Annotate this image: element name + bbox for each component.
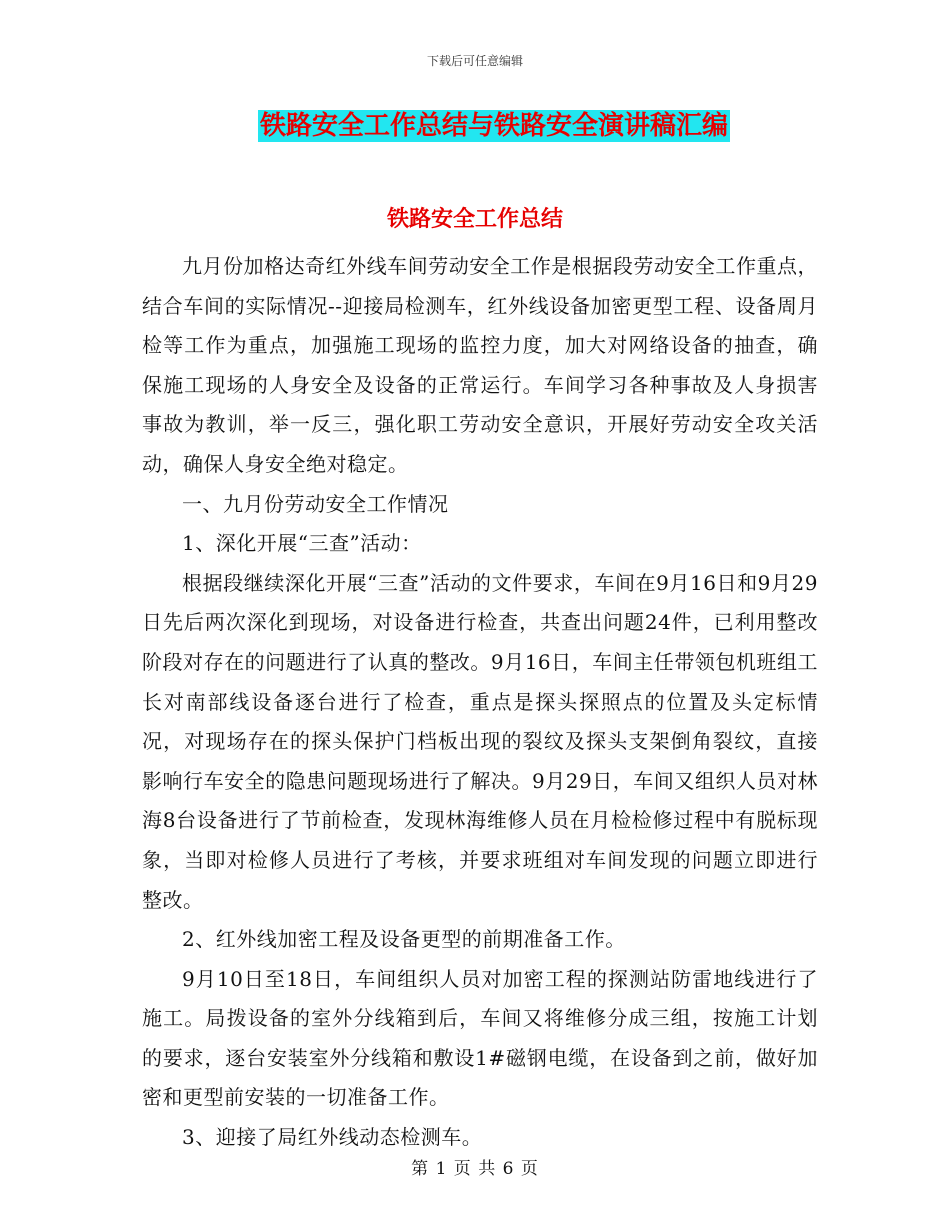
document-body bbox=[142, 247, 818, 1158]
heading-inspection-vehicle: 3、迎接了局红外线动态检测车。 bbox=[182, 1125, 483, 1150]
paragraph-intro: 九月份加格达奇红外线车间劳动安全工作是根据段劳动安全工作重点，结合车间的实际情况--迎接局检测车，红外线设备加密更型工程、设备周月检等工作为重点，加强施工现场的监控力度，加大对网络设备的抽查，确保施工现场的人身安全及设备的正常运行。车间学习各种事故及人身损害事故为教训，举一反三，强化职工劳动安全意识，开展好劳动安全攻关活动，确保人身安全绝对稳定。 bbox=[142, 254, 818, 476]
document-title: 铁路安全工作总结与铁路安全演讲稿汇编 bbox=[260, 111, 729, 141]
paragraph-three-checks: 根据段继续深化开展“三查”活动的文件要求，车间在9月16日和9月29日先后两次深化到现场，对设备进行检查，共查出问题24件，已利用整改阶段对存在的问题进行了认真的整改。9月16日，车间主任带领包机班组工长对南部线设备逐台进行了检查，重点是探头探照点的位置及头定标情况，对现场存在的探头保护门档板出现的裂纹及探头支架倒角裂纹，直接影响行车安全的隐患问题现场进行了解决。9月29日，车间又组织人员对林海8台设备进行了节前检查，发现林海维修人员在月检检修过程中有脱标现象，当即对检修人员进行了考核，并要求班组对车间发现的问题立即进行整改。 bbox=[142, 570, 818, 912]
heading-september-safety: 一、九月份劳动安全工作情况 bbox=[182, 491, 449, 516]
heading-three-checks: 1、深化开展“三查”活动： bbox=[182, 531, 422, 556]
section-title: 铁路安全工作总结 bbox=[386, 207, 563, 232]
page-footer: 第 1 页 共 6 页 bbox=[411, 1159, 539, 1179]
header-note: 下载后可任意编辑 bbox=[426, 54, 523, 68]
heading-infrared-project: 2、红外线加密工程及设备更型的前期准备工作。 bbox=[182, 927, 626, 952]
paragraph-infrared-project: 9月10日至18日，车间组织人员对加密工程的探测站防雷地线进行了施工。局拨设备的室外分线箱到后，车间又将维修分成三组，按施工计划的要求，逐台安装室外分线箱和敷设1#磁钢电缆，在设备到之前，做好加密和更型前安装的一切准备工作。 bbox=[142, 966, 818, 1110]
